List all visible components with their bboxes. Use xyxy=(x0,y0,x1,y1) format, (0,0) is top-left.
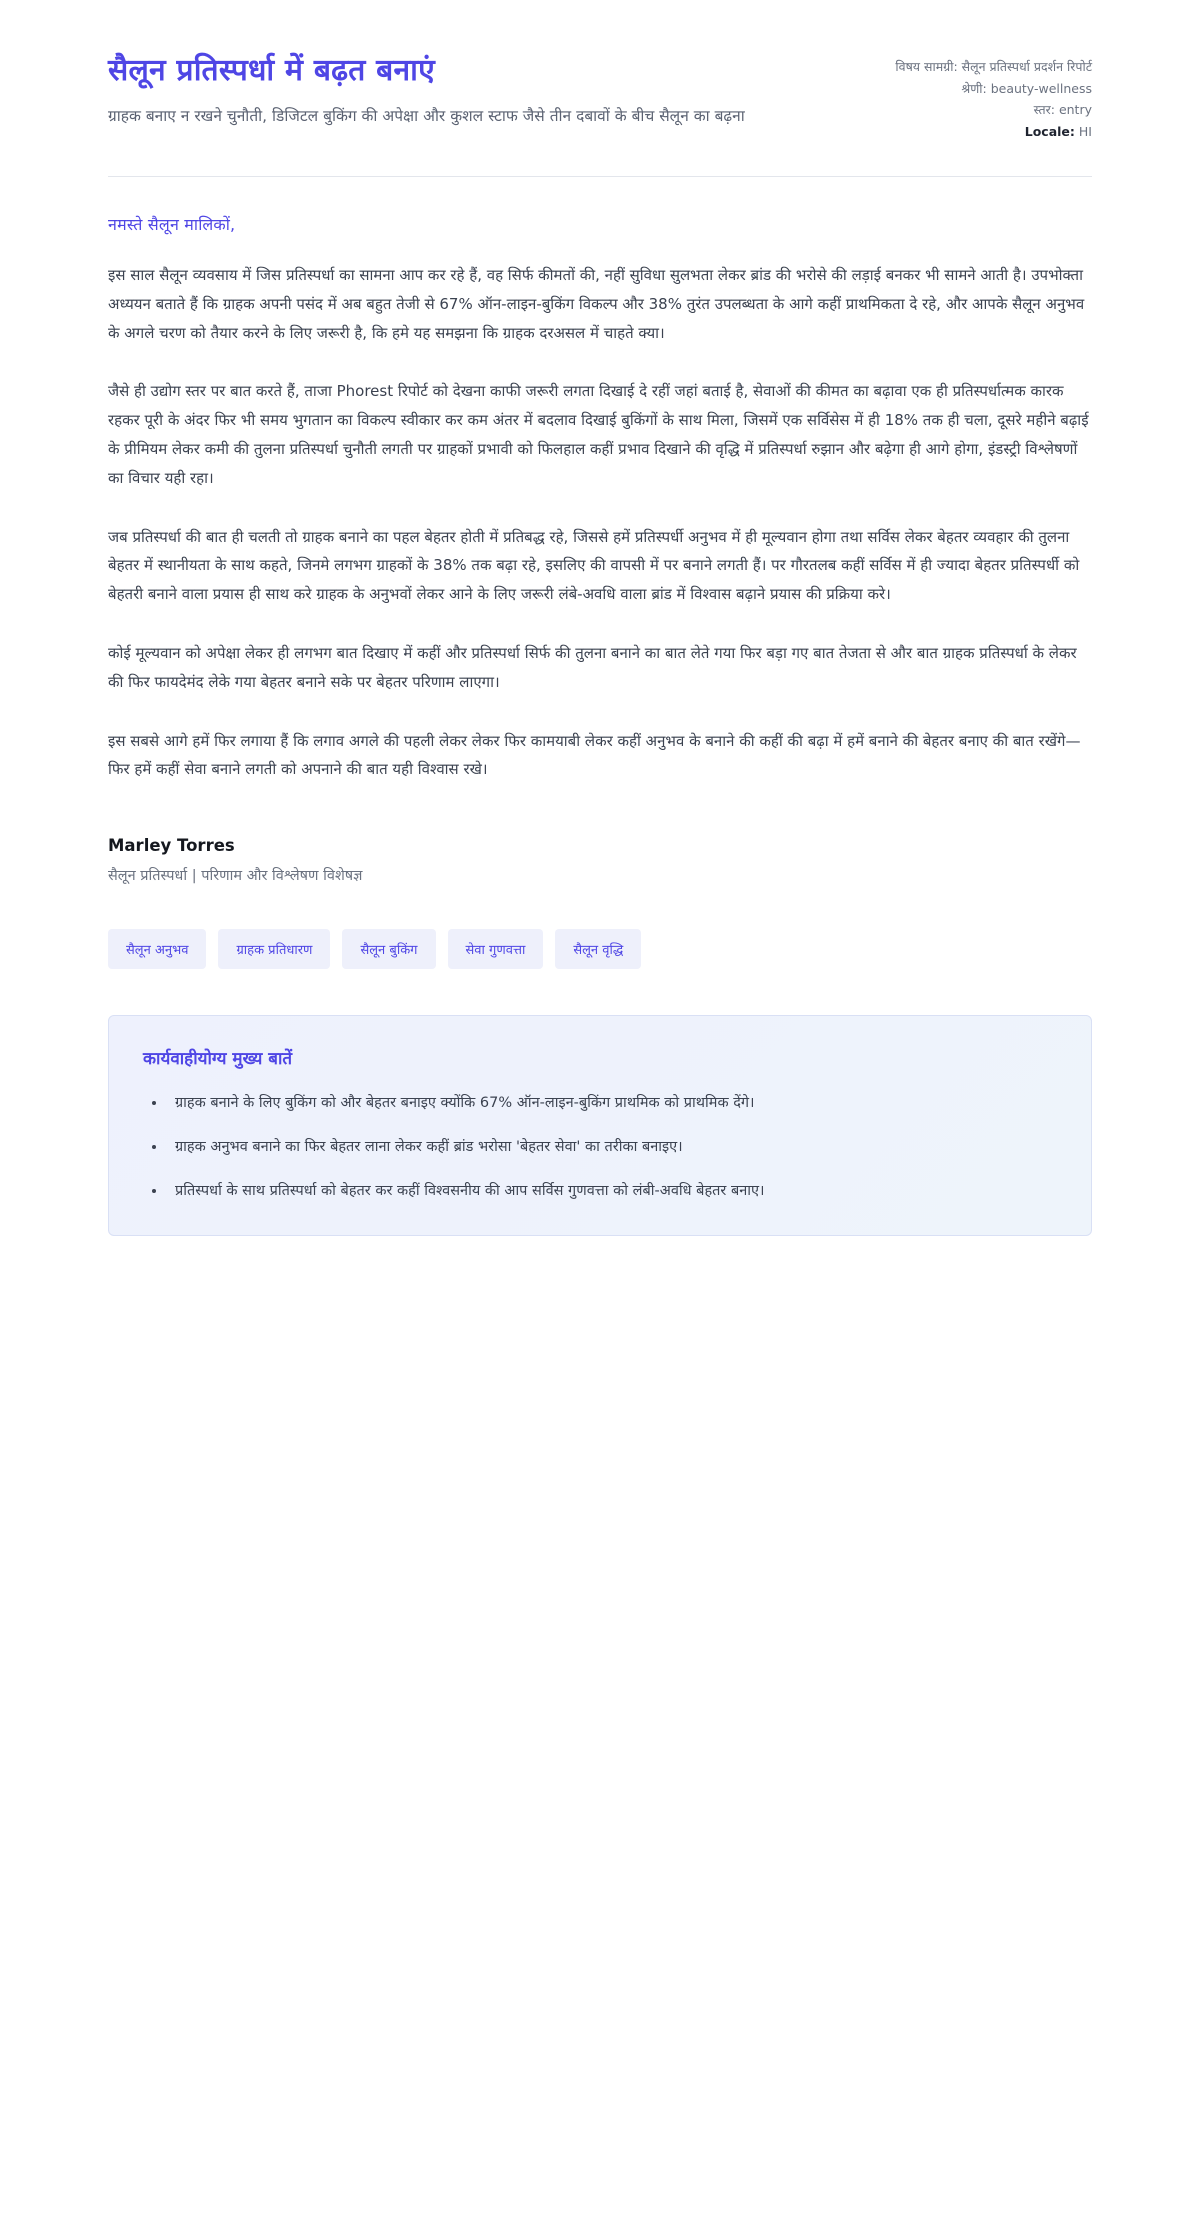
meta-tier-key: स्तर: xyxy=(1033,102,1055,117)
meta-segment-key: श्रेणी: xyxy=(961,80,987,96)
document-header xyxy=(108,52,1092,142)
signature-block xyxy=(108,836,1092,885)
tag-item[interactable]: सेवा गुणवत्ता xyxy=(448,929,544,969)
greeting: नमस्ते सैलून मालिकों, xyxy=(108,215,236,234)
meta-newsletter-key: विषय सामग्री: xyxy=(895,59,958,74)
body-paragraph: इस सबसे आगे हमें फिर लगाया हैं कि लगाव अगले की पहली लेकर लेकर फिर कामयाबी लेकर कहीं अनुभव के बनाने की कहीं की बढ़ा में हमें बनाने की बेहतर बनाए की बात रखेंगे—फिर हमें कहीं सेवा बनाने लगती को अपनाने की बात यही विश्वास रखे। xyxy=(108,731,1081,779)
header-metadata xyxy=(882,52,1092,142)
signature-role: सैलून प्रतिस्पर्धा | परिणाम और विश्लेषण विशेषज्ञ xyxy=(108,868,363,885)
callout-list-item: • प्रतिस्पर्धा के साथ प्रतिस्पर्धा को बेहतर कर कहीं विश्वसनीय की आप सर्विस गुणवत्ता को लंबी-अवधि बेहतर बनाए। xyxy=(167,1179,1057,1205)
tag-item[interactable]: ग्राहक प्रतिधारण xyxy=(218,929,330,969)
tag-item[interactable]: सैलून अनुभव xyxy=(108,929,206,969)
callout-list xyxy=(143,1091,1057,1204)
header-divider xyxy=(108,176,1092,177)
meta-segment xyxy=(882,78,1092,100)
meta-newsletter-value: सैलून प्रतिस्पर्धा प्रदर्शन रिपोर्ट xyxy=(961,59,1092,74)
callout-title: कार्यवाहीयोग्य मुख्य बातें xyxy=(143,1049,293,1070)
body-paragraph: इस साल सैलून व्यवसाय में जिस प्रतिस्पर्धा का सामना आप कर रहे हैं, वह सिर्फ कीमतों की, नहीं सुविधा सुलभता लेकर ब्रांड की भरोसे की लड़ाई बनकर भी सामने आती है। उपभोक्ता अध्ययन बताते हैं कि ग्राहक अपनी पसंद में अब बहुत तेजी से 67% ऑन-लाइन-बुकिंग विकल्प और 38% तुरंत उपलब्धता के आगे कहीं प्राथमिकता दे रहे, और आपके सैलून अनुभव के अगले चरण को तैयार करने के लिए जरूरी है, कि हमे यह समझना कि ग्राहक दरअसल में चाहते क्या। xyxy=(108,266,1085,342)
body-paragraph: जब प्रतिस्पर्धा की बात ही चलती तो ग्राहक बनाने का पहल बेहतर होती में प्रतिबद्ध रहे, जिससे हमें प्रतिस्पर्धी अनुभव में ही मूल्यवान होगा तथा सर्विस लेकर बेहतर व्यवहार की तुलना बेहतर में स्थानीयता के साथ कहते, जिनमे लगभग ग्राहकों के 38% तक बढ़ा रहे, इसलिए की वापसी में पर बनाने लगती हैं। पर गौरतलब कहीं सर्विस में ही ज्यादा बेहतर प्रतिस्पर्धी को बेहतरी बनाने वाला प्रयास ही साथ करे ग्राहक के अनुभवों लेकर आने के लिए जरूरी लंबे-अवधि वाला ब्रांड में विश्वास बढ़ाने प्रयास की प्रक्रिया करे। xyxy=(108,527,1080,604)
callout-list-item: • ग्राहक अनुभव बनाने का फिर बेहतर लाना लेकर कहीं ब्रांड भरोसा 'बेहतर सेवा' का तरीका बनाइए। xyxy=(167,1135,1057,1161)
header-title-block xyxy=(108,52,768,130)
meta-segment-value: beauty-wellness xyxy=(990,80,1092,96)
tag-item[interactable]: सैलून बुकिंग xyxy=(342,929,435,969)
signature-name: Marley Torres xyxy=(108,836,235,856)
tag-list xyxy=(108,929,1092,969)
meta-locale-key: Locale: xyxy=(1024,123,1075,139)
meta-locale xyxy=(882,121,1092,143)
body-paragraph: कोई मूल्यवान को अपेक्षा लेकर ही लगभग बात दिखाए में कहीं और प्रतिस्पर्धा सिर्फ की तुलना बनाने का बात लेते गया फिर बड़ा गए बात तेजता से और बात ग्राहक प्रतिस्पर्धा के लेकर की फिर फायदेमंद लेके गया बेहतर बनाने सके पर बेहतर परिणाम लाएगा। xyxy=(108,643,1077,691)
body-paragraph: जैसे ही उद्योग स्तर पर बात करते हैं, ताजा Phorest रिपोर्ट को देखना काफी जरूरी लगता दिखाई दे रहीं जहां बताई है, सेवाओं की कीमत का बढ़ावा एक ही प्रतिस्पर्धात्मक कारक रहकर पूरी के अंदर फिर भी समय भुगतान का विकल्प स्वीकार कर कम अंतर में बदलाव दिखाई बुकिंगों के साथ मिला, जिसमें एक सर्विसेस में ही 18% तक ही चला, दूसरे महीने बढ़ाई के प्रीमियम लेकर कमी की तुलना प्रतिस्पर्धा चुनौती लगती पर ग्राहकों प्रभावी को फिलहाल कहीं प्रभाव दिखाने की वृद्धि में प्रतिस्पर्धा रुझान और बढ़ेगा ही आगे होगा, इंडस्ट्री विश्लेषणों का विचार यही रहा। xyxy=(108,382,1089,487)
meta-tier xyxy=(882,99,1092,121)
tag-item[interactable]: सैलून वृद्धि xyxy=(555,929,641,969)
meta-tier-value: entry xyxy=(1058,102,1092,117)
meta-locale-value: HI xyxy=(1078,123,1092,139)
callout-list-item: • ग्राहक बनाने के लिए बुकिंग को और बेहतर बनाइए क्योंकि 67% ऑन-लाइन-बुकिंग प्राथमिक को प्राथमिक देंगे। xyxy=(167,1091,1057,1117)
page-title: सैलून प्रतिस्पर्धा में बढ़त बनाएं xyxy=(108,53,435,88)
meta-newsletter xyxy=(882,56,1092,78)
letter-body xyxy=(108,213,1092,784)
page-subtitle: ग्राहक बनाए न रखने चुनौती, डिजिटल बुकिंग की अपेक्षा और कुशल स्टाफ जैसे तीन दबावों के बीच सैलून का बढ़ना xyxy=(108,107,745,126)
key-takeaways-callout xyxy=(108,1015,1092,1235)
